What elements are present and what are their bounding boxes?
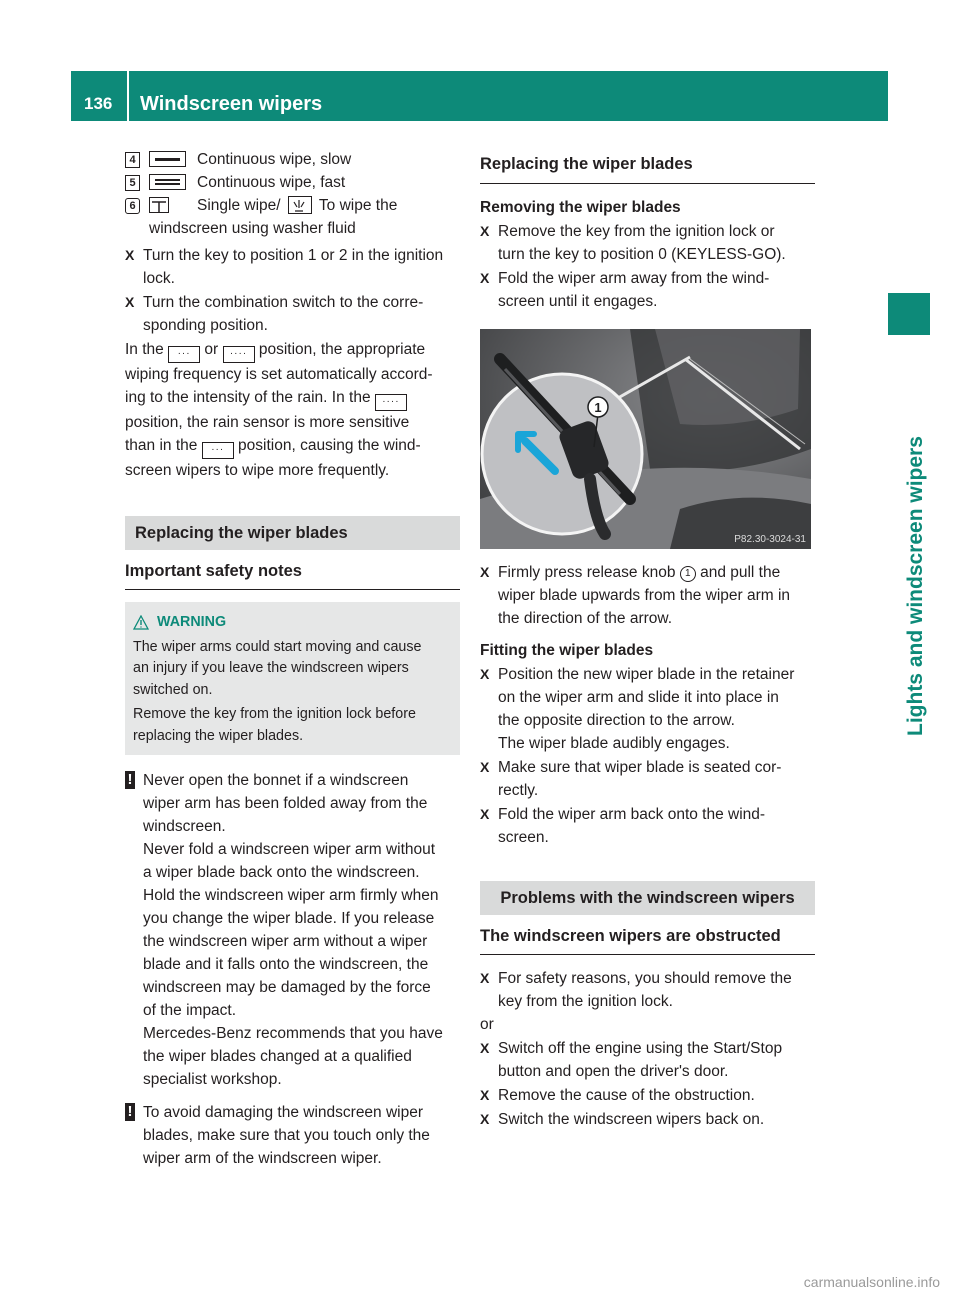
note-text: blades, make sure that you touch only the	[143, 1127, 430, 1144]
section-heading: Problems with the windscreen wipers	[480, 881, 815, 915]
bullet-text: button and open the driver's door.	[498, 1063, 729, 1080]
bullet-text: sponding position.	[143, 317, 268, 334]
or-text: or	[480, 1016, 494, 1033]
note-text: Hold the windscreen wiper arm firmly when	[143, 887, 439, 904]
note-text: blade and it falls onto the windscreen, the	[143, 956, 429, 973]
section-heading: Replacing the wiper blades	[125, 516, 460, 550]
wiper-illustration	[480, 329, 811, 549]
bullet-icon: X	[480, 564, 490, 580]
warning-paragraph	[133, 704, 452, 747]
bullet-text: Switch the windscreen wipers back on.	[498, 1111, 765, 1128]
para-text: wiping frequency is set automatically accord-	[125, 366, 433, 383]
interval-icon: ···	[202, 442, 234, 459]
bullet-text: Position the new wiper blade in the retainer	[498, 666, 795, 683]
subsection-heading: Fitting the wiper blades	[480, 642, 654, 659]
bullet-text: Fold the wiper arm away from the wind-	[498, 270, 770, 287]
para-text: position, causing the wind-	[238, 437, 421, 454]
bullet-text: and pull the	[700, 564, 781, 581]
note-text: of the impact.	[143, 1002, 237, 1019]
note-block	[125, 769, 460, 1091]
warning-paragraph	[133, 637, 452, 702]
key-number: 6	[125, 198, 140, 214]
list-item	[480, 1108, 815, 1131]
bullet-icon: X	[480, 666, 490, 682]
bullet-icon: X	[480, 759, 490, 775]
bullet-text: Firmly press release knob	[498, 564, 676, 581]
para-text: than in the	[125, 437, 198, 454]
bullet-icon: X	[480, 1087, 490, 1103]
single-wipe-icon	[149, 197, 169, 213]
photo-code: P82.30-3024-31	[734, 534, 806, 545]
list-item	[480, 1084, 815, 1107]
bullet-icon: X	[480, 970, 490, 986]
bullet-text: Remove the key from the ignition lock or	[498, 223, 775, 240]
bullet-text: Make sure that wiper blade is seated cor-	[498, 759, 782, 776]
page-title: Windscreen wipers	[140, 93, 323, 115]
key-text: Continuous wipe, fast	[197, 174, 346, 191]
right-column	[480, 148, 815, 1131]
left-column	[125, 148, 460, 1170]
callout-icon: 1	[680, 566, 696, 582]
note-text: Never open the bonnet if a windscreen	[143, 772, 409, 789]
bullet-text: For safety reasons, you should remove the	[498, 970, 792, 987]
warning-title	[133, 612, 452, 634]
side-tab	[899, 356, 929, 736]
side-tab-label: Lights and windscreen wipers	[904, 436, 927, 736]
page-number: 136	[84, 94, 113, 113]
header-divider	[127, 71, 129, 121]
bullet-text: The wiper blade audibly engages.	[498, 735, 730, 752]
key-number: 4	[125, 152, 140, 168]
bullet-text: the direction of the arrow.	[498, 610, 673, 627]
note-text: Never fold a windscreen wiper arm without	[143, 841, 436, 858]
bullet-icon: X	[480, 806, 490, 822]
list-item	[125, 244, 460, 290]
note-text: specialist workshop.	[143, 1071, 282, 1088]
bullet-icon: X	[480, 1111, 490, 1127]
para-text: ing to the intensity of the rain. In the	[125, 389, 371, 406]
wiper-photo	[480, 329, 811, 549]
bullet-icon: X	[480, 270, 490, 286]
bullet-text: key from the ignition lock.	[498, 993, 673, 1010]
subsection-heading: Removing the wiper blades	[480, 199, 681, 216]
note-text: the wiper blades changed at a qualified	[143, 1048, 412, 1065]
note-text: To avoid damaging the windscreen wiper	[143, 1104, 424, 1121]
para-text: In the	[125, 341, 164, 358]
interval-sensitive-icon: ····	[223, 346, 255, 363]
warning-text: replacing the wiper blades.	[133, 727, 304, 744]
bullet-text: Fold the wiper arm back onto the wind-	[498, 806, 766, 823]
rain-sensor-paragraph	[125, 338, 460, 482]
note-text: you change the wiper blade. If you release	[143, 910, 435, 927]
key-item-5	[125, 171, 460, 194]
para-text: position, the rain sensor is more sensitive	[125, 414, 410, 431]
bullet-text: Turn the key to position 1 or 2 in the ignition	[143, 247, 444, 264]
note-text: wiper arm has been folded away from the	[143, 795, 428, 812]
list-item	[480, 663, 815, 755]
para-text: or	[204, 341, 219, 358]
bullet-text: screen.	[498, 829, 549, 846]
note-text: windscreen.	[143, 818, 226, 835]
note-text: a wiper blade back onto the windscreen.	[143, 864, 420, 881]
exclamation-icon: !	[125, 771, 135, 789]
list-item	[480, 561, 815, 630]
note-text: Mercedes-Benz recommends that you have	[143, 1025, 443, 1042]
note-text: wiper arm of the windscreen wiper.	[143, 1150, 382, 1167]
warning-triangle-icon	[133, 615, 149, 630]
side-tab-marker	[888, 293, 930, 335]
list-item	[480, 1037, 815, 1083]
warning-text: The wiper arms could start moving and cause	[133, 638, 422, 655]
key-text: Continuous wipe, slow	[197, 151, 352, 168]
bullet-text: the opposite direction to the arrow.	[498, 712, 735, 729]
interval-sensitive-icon: ····	[375, 394, 407, 411]
exclamation-icon: !	[125, 1103, 135, 1121]
bullet-text: Remove the cause of the obstruction.	[498, 1087, 755, 1104]
subsection-heading: Important safety notes	[125, 560, 460, 590]
list-item	[480, 803, 815, 849]
bullet-icon: X	[125, 247, 135, 263]
para-text: screen wipers to wipe more frequently.	[125, 462, 390, 479]
bullet-text: Switch off the engine using the Start/Stop	[498, 1040, 783, 1057]
list-item	[480, 756, 815, 802]
subsection-heading: The windscreen wipers are obstructed	[480, 925, 815, 955]
interval-icon: ···	[168, 346, 200, 363]
bullet-icon: X	[480, 223, 490, 239]
bullet-text: rectly.	[498, 782, 539, 799]
watermark: carmanualsonline.info	[803, 1274, 940, 1290]
list-item	[480, 267, 815, 313]
continuous-fast-icon	[149, 174, 186, 190]
note-text: windscreen may be damaged by the force	[143, 979, 431, 996]
bullet-text: screen until it engages.	[498, 293, 658, 310]
washer-icon	[288, 196, 312, 214]
list-item	[480, 967, 815, 1013]
list-item	[125, 291, 460, 337]
warning-text: switched on.	[133, 681, 213, 698]
note-block	[125, 1101, 460, 1170]
key-text: To wipe the	[318, 197, 398, 214]
bullet-text: turn the key to position 0 (KEYLESS-GO).	[498, 246, 786, 263]
callout-number: 1	[594, 400, 602, 415]
key-item-6	[125, 194, 460, 217]
key-number: 5	[125, 175, 140, 191]
warning-title-text: WARNING	[157, 614, 227, 630]
warning-text: Remove the key from the ignition lock before	[133, 706, 416, 722]
warning-box	[125, 602, 460, 755]
list-item	[480, 220, 815, 266]
key-text: windscreen using washer fluid	[149, 220, 356, 237]
bullet-text: Turn the combination switch to the corre-	[143, 294, 424, 311]
bullet-icon: X	[480, 1040, 490, 1056]
bullet-text: on the wiper arm and slide it into place in	[498, 689, 779, 706]
continuous-slow-icon	[149, 151, 186, 167]
warning-text: an injury if you leave the windscreen wipers	[133, 660, 409, 676]
key-item-4	[125, 148, 460, 171]
key-text: Single wipe/	[197, 197, 281, 214]
bullet-text: lock.	[143, 270, 175, 287]
bullet-text: wiper blade upwards from the wiper arm in	[498, 587, 791, 604]
bullet-icon: X	[125, 294, 135, 310]
note-text: the windscreen wiper arm without a wiper	[143, 933, 428, 950]
para-text: position, the appropriate	[258, 341, 426, 358]
section-heading: Replacing the wiper blades	[480, 153, 815, 184]
